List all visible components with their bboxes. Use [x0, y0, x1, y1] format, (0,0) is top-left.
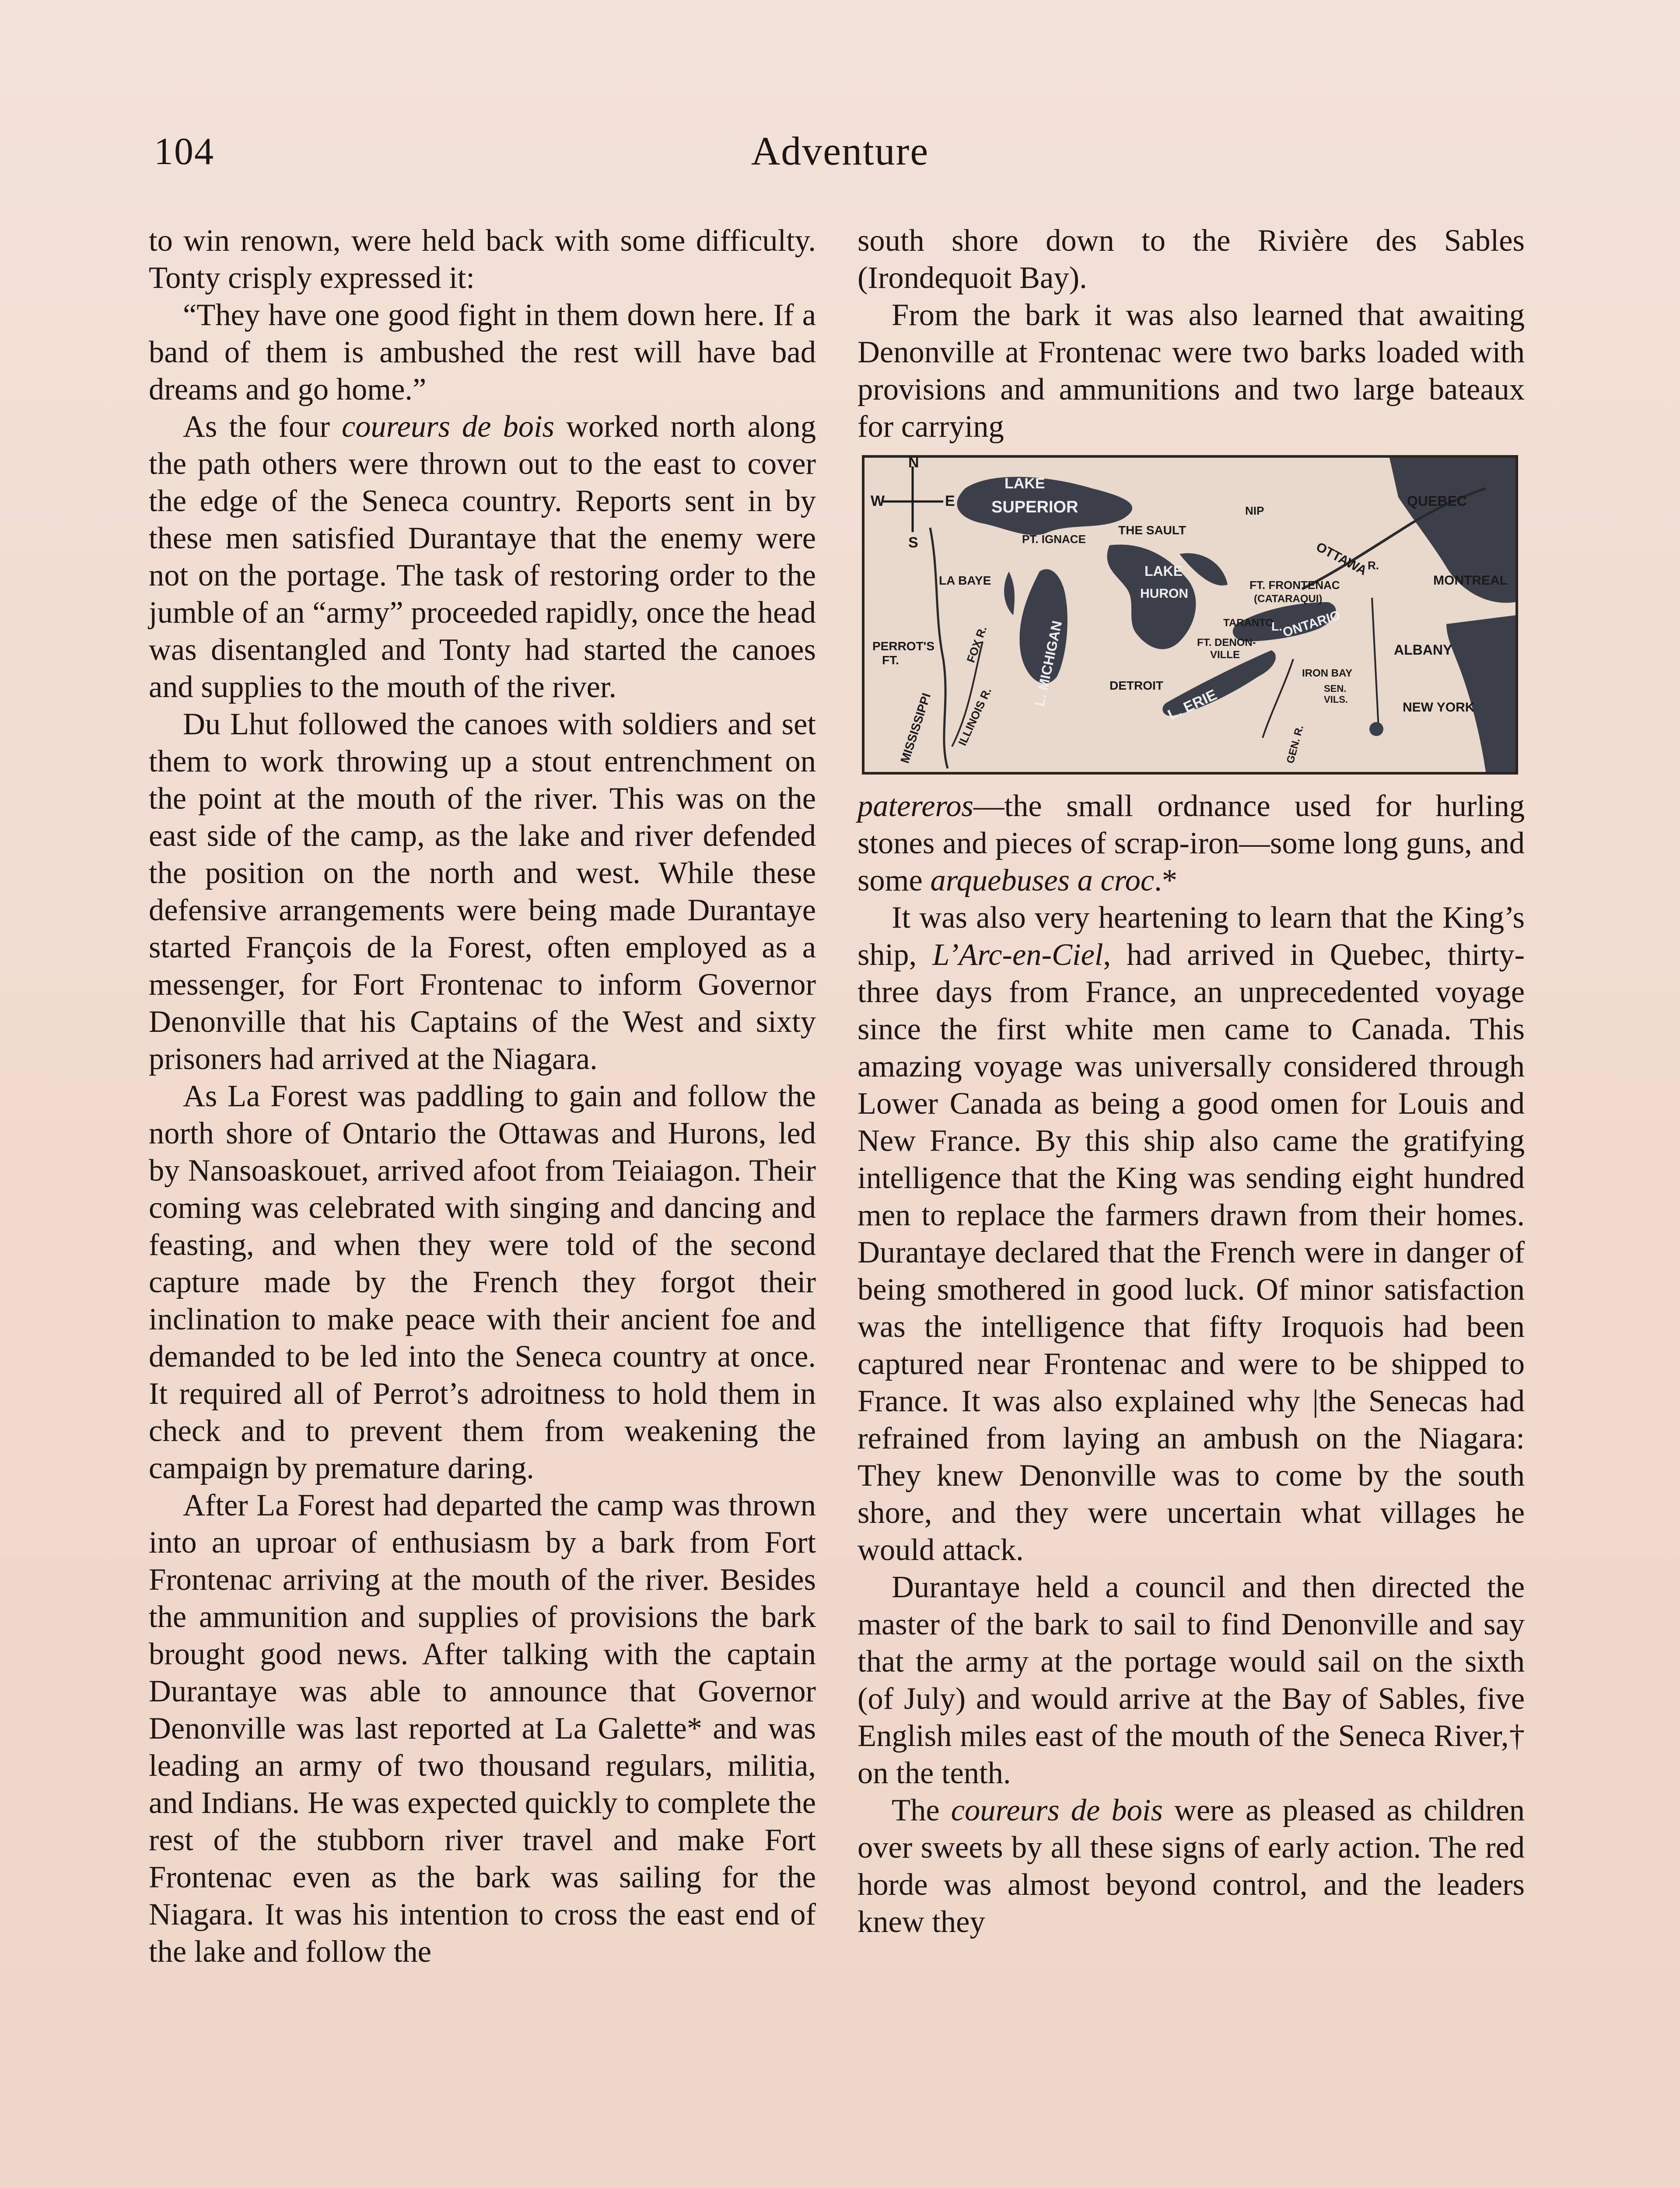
genesee-river [1263, 659, 1293, 738]
label-ft-denonville-1: FT. DENON- [1197, 637, 1256, 649]
label-perrots-ft-2: FT. [882, 653, 899, 667]
paragraph: patereros—the small ordnance used for hurling stones and pieces of scrap-iron—some long guns, and some arquebuses a croc.* [858, 789, 1525, 898]
great-lakes-map [862, 455, 1518, 775]
map-illustration [864, 458, 1516, 772]
label-lake-huron-1: LAKE [1144, 563, 1183, 579]
paragraph: The coureurs de bois were as pleased as children over sweets by all these signs of early action. The red horde was almost beyond control, and the leaders knew they [858, 1793, 1525, 1939]
label-sen-vils-2: VILS. [1324, 694, 1348, 705]
label-perrots-ft-1: PERROT'S [872, 639, 935, 653]
label-albany: ALBANY [1394, 642, 1452, 658]
label-lake-ontario-l: L. [1271, 620, 1282, 633]
compass-w: W [871, 493, 885, 509]
page-number: 104 [154, 130, 214, 173]
label-huron: HURON [1140, 586, 1188, 601]
compass-n: N [908, 458, 919, 471]
paragraph: After La Forest had departed the camp was thrown into an uproar of enthusiasm by a bark from Fort Frontenac arriving at the mouth of the river. Besides the ammunition and supplies of provisions the bark brought good news. After talking with the captain Durantaye was able to announce that Governor Denonville was last reported at La Galette* and was leading an army of two thousand regulars, militia, and Indians. He was expected quickly to complete the rest of the stubborn river travel and make Fort Frontenac even as the bark was sailing for the Niagara. It was his intention to cross the east end of the lake and follow the [149, 1488, 816, 1969]
label-l-erie: L. ERIE [1165, 686, 1220, 724]
label-the-sault: THE SAULT [1118, 523, 1186, 537]
label-quebec: QUEBEC [1407, 493, 1467, 509]
label-l-michigan: L. MICHIGAN [1031, 619, 1065, 708]
label-nip: NIP [1245, 504, 1264, 517]
label-ottawa: OTTAWA [1313, 540, 1369, 579]
label-illinois-r: ILLINOIS R. [956, 685, 994, 748]
paragraph: From the bark it was also learned that awaiting Denonville at Frontenac were two barks loaded with provisions and ammunitions and two large bateaux for carrying [858, 298, 1525, 444]
label-taranto: TARANTO [1223, 617, 1274, 629]
label-detroit: DETROIT [1110, 679, 1163, 692]
green-bay-shape [1004, 572, 1015, 615]
label-pt-ignace: PT. IGNACE [1022, 533, 1086, 546]
label-cataraqui: (CATARAQUI) [1254, 593, 1323, 605]
label-gen-r: GEN. R. [1284, 724, 1306, 765]
label-superior: SUPERIOR [991, 498, 1078, 516]
compass-s: S [908, 534, 918, 551]
label-ottawa-r: R. [1368, 559, 1379, 572]
left-column [149, 222, 816, 1971]
label-ft-denonville-2: VILLE [1210, 649, 1240, 661]
right-column [858, 222, 1525, 1941]
label-new-york: NEW YORK [1403, 700, 1475, 715]
label-lake: LAKE [1004, 475, 1045, 492]
running-head: Adventure [751, 129, 929, 173]
label-sen-vils-1: SEN. [1324, 683, 1347, 694]
paragraph: As La Forest was paddling to gain and follow the north shore of Ontario the Ottawas and Hurons, led by Nansoaskouet, arrived afoot from Teiaiagon. Their coming was celebrated with singing and dancing and feasting, and when they were told of the second capture made by the French they forgot their inclination to make peace with their ancient foe and demanded to be led into the Seneca country at once. It required all of Perrot’s adroitness to hold them in check and to prevent them from weakening the campaign by premature daring. [149, 1079, 816, 1485]
paragraph: Du Lhut followed the canoes with soldiers and set them to work throwing up a stout entrenchment on the point at the mouth of the river. This was on the east side of the camp, as the lake and river defended the position on the north and west. While these defensive arrangements were being made Durantaye started François de la Forest, often employed as a messenger, for Fort Frontenac to inform Governor Denonville that his Captains of the West and sixty prisoners had arrived at the Niagara. [149, 707, 816, 1076]
paragraph: “They have one good fight in them down here. If a band of them is ambushed the rest will have bad dreams and go home.” [149, 298, 816, 407]
compass-e: E [945, 493, 955, 509]
paragraph: As the four coureurs de bois worked north along the path others were thrown out to the east to cover the edge of the Seneca country. Reports sent in by these men satisfied Durantaye that the enemy were not on the portage. The task of restoring order to the jumble of an “army” proceeded rapidly, once the head was disentangled and Tonty had started the canoes and supplies to the mouth of the river. [149, 410, 816, 704]
paragraph: south shore down to the Rivière des Sables (Irondequoit Bay). [858, 224, 1525, 295]
paragraph: Durantaye held a council and then directed the master of the bark to sail to find Denonville and say that the army at the portage would sail on the sixth (of July) and would arrive at the Bay of Sables, five English miles east of the mouth of the Seneca River,† on the tenth. [858, 1570, 1525, 1790]
label-ft-frontenac: FT. FRONTENAC [1250, 579, 1340, 592]
label-ontario: ONTARIO [1281, 608, 1342, 640]
label-mississippi: MISSISSIPPI [898, 691, 934, 765]
hudson-river [1372, 598, 1379, 729]
paragraph: to win renown, were held back with some difficulty. Tonty crisply expressed it: [149, 224, 816, 295]
atlantic-shape [1446, 615, 1516, 772]
label-la-baye: LA BAYE [939, 574, 991, 587]
label-fox-r: FOX R. [964, 624, 990, 665]
label-montreal: MONTREAL [1433, 573, 1508, 588]
map-marker [1369, 722, 1383, 736]
paragraph: It was also very heartening to learn that the King’s ship, L’Arc-en-Ciel, had arrived in Quebec, thirty-three days from France, an unprecedented voyage since the first white men came to Canada. This amazing voyage was universally considered through Lower Canada as being a good omen for Louis and New France. By this ship also came the gratifying intelligence that the King was sending eight hundred men to replace the farmers drawn from their homes. Durantaye declared that the French were in danger of being smothered in good luck. Of minor satisfaction was the intelligence that fifty Iroquois had been captured near Frontenac and were to be shipped to France. It was also explained why |the Senecas had refrained from laying an ambush on the Niagara: They knew Denonville was to come by the south shore, and they were uncertain what villages he would attack. [858, 901, 1525, 1567]
label-iron-bay: IRON BAY [1302, 667, 1353, 679]
